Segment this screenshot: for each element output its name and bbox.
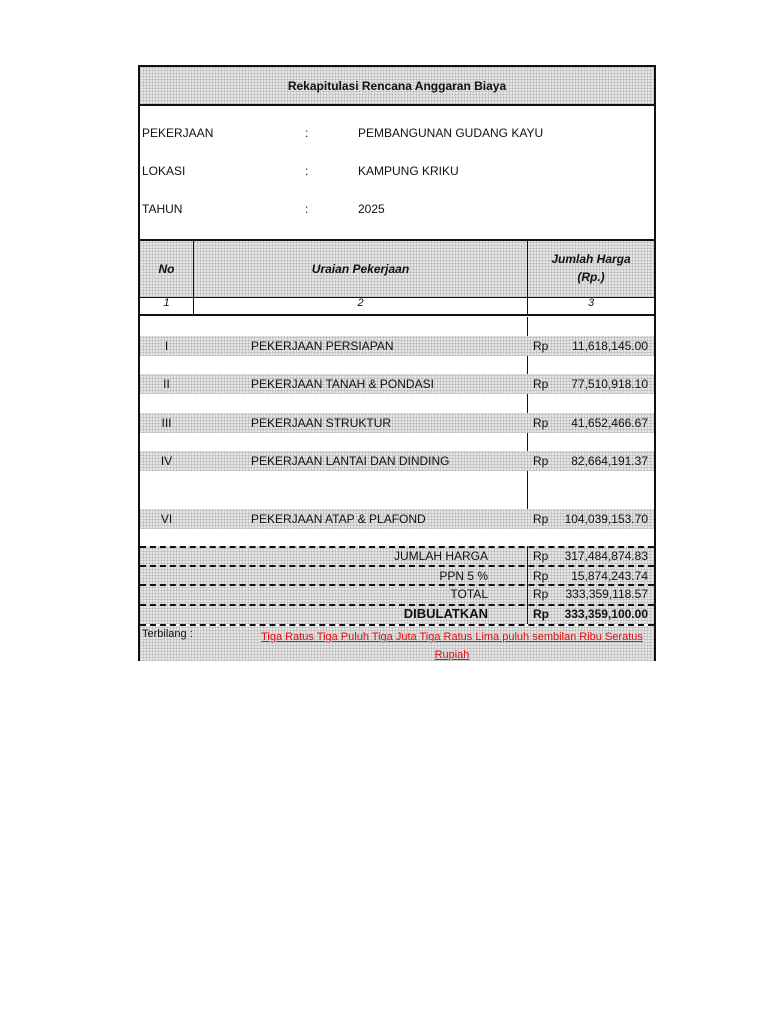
terbilang-line1: Tiga Ratus Tiga Puluh Tiga Juta Tiga Ratus Lima puluh sembilan Ribu Seratus: [261, 631, 643, 643]
total-rp: Rp: [533, 587, 549, 601]
row-no: VI: [160, 512, 173, 526]
summary-divider: [140, 565, 654, 567]
header-jumlah-line2: (Rp.): [577, 270, 605, 284]
terbilang-line2: Rupiah: [434, 649, 470, 661]
header-uraian: Uraian Pekerjaan: [311, 262, 410, 276]
row-no: I: [164, 339, 169, 353]
row-rp: Rp: [533, 512, 549, 526]
summary-divider: [140, 604, 654, 606]
total-label: TOTAL: [450, 587, 488, 601]
terbilang-text: [250, 628, 654, 664]
table-header: [140, 239, 654, 297]
row-uraian: PEKERJAAN LANTAI DAN DINDING: [251, 454, 450, 468]
column-number-row: [140, 297, 654, 316]
header-jumlah-line1: Jumlah Harga: [551, 252, 631, 266]
header-no: No: [158, 262, 175, 276]
row-rp: Rp: [533, 454, 549, 468]
info-label-tahun: TAHUN: [142, 202, 183, 216]
ppn-rp: Rp: [533, 569, 549, 583]
row-rp: Rp: [533, 416, 549, 430]
dibulatkan-rp: Rp: [533, 607, 549, 621]
jumlah-harga-rp: Rp: [533, 549, 549, 563]
jumlah-harga-label: JUMLAH HARGA: [393, 549, 488, 563]
row-uraian: PEKERJAAN ATAP & PLAFOND: [251, 512, 426, 526]
summary-divider: [140, 546, 654, 548]
table-row: [140, 509, 654, 529]
table-row: [140, 336, 654, 356]
ppn-value: 15,874,243.74: [571, 569, 648, 583]
row-value: 77,510,918.10: [571, 377, 648, 391]
table-row: [140, 451, 654, 471]
row-rp: Rp: [533, 377, 549, 391]
row-no: III: [161, 416, 172, 430]
info-label-lokasi: LOKASI: [142, 164, 186, 178]
dibulatkan-label: DIBULATKAN: [403, 606, 488, 621]
table-row: [140, 374, 654, 394]
ppn-label: PPN 5 %: [439, 569, 488, 583]
total-value: 333,359,118.57: [565, 587, 648, 601]
row-rp: Rp: [533, 339, 549, 353]
row-uraian: PEKERJAAN TANAH & PONDASI: [251, 377, 434, 391]
info-colon: :: [305, 164, 309, 178]
row-no: IV: [160, 454, 173, 468]
column-number-2: 2: [357, 297, 364, 309]
summary-column-divider: [527, 546, 528, 624]
document-title: Rekapitulasi Rencana Anggaran Biaya: [140, 67, 654, 106]
info-value-lokasi: KAMPUNG KRIKU: [358, 164, 459, 178]
info-colon: :: [305, 126, 309, 140]
table-row: [140, 413, 654, 433]
terbilang-label: Terbilang :: [142, 628, 193, 640]
row-no: II: [163, 377, 170, 391]
column-number-1: 1: [163, 297, 170, 309]
row-value: 11,618,145.00: [572, 339, 648, 353]
row-value: 41,652,466.67: [571, 416, 648, 430]
dibulatkan-value: 333,359,100.00: [564, 607, 648, 621]
row-uraian: PEKERJAAN STRUKTUR: [251, 416, 392, 430]
row-value: 104,039,153.70: [564, 512, 648, 526]
row-uraian: PEKERJAAN PERSIAPAN: [251, 339, 394, 353]
info-value-pekerjaan: PEMBANGUNAN GUDANG KAYU: [358, 126, 544, 140]
info-label-pekerjaan: PEKERJAAN: [142, 126, 214, 140]
info-colon: :: [305, 202, 309, 216]
jumlah-harga-value: 317,484,874.83: [564, 549, 648, 563]
summary-divider: [140, 584, 654, 586]
column-number-3: 3: [587, 297, 595, 309]
rab-sheet: [138, 65, 656, 661]
row-value: 82,664,191.37: [571, 454, 648, 468]
info-value-tahun: 2025: [358, 202, 385, 216]
